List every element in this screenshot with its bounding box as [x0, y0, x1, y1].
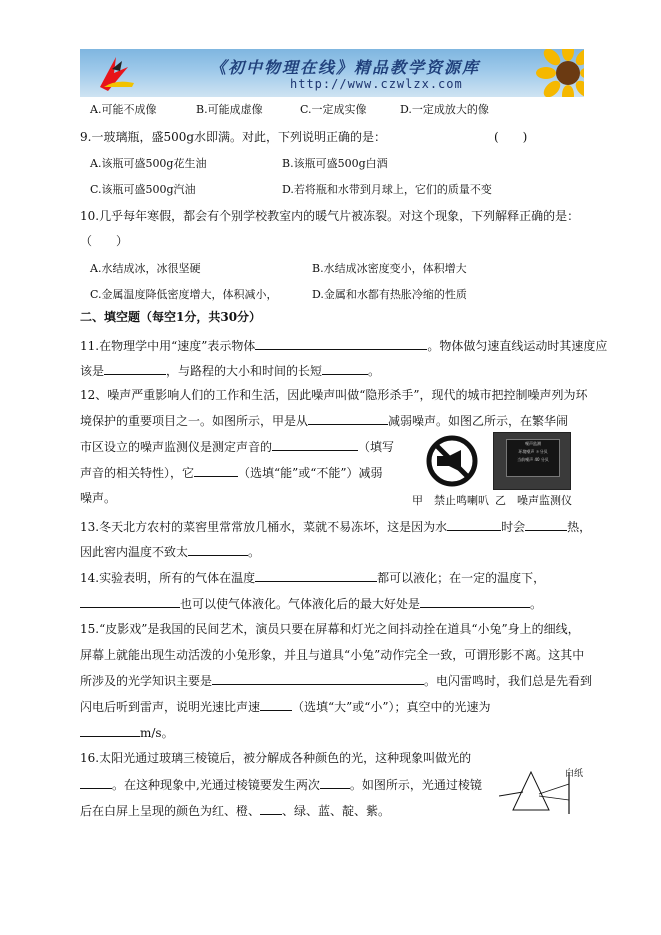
header-banner — [80, 49, 584, 97]
answer-blank — [322, 361, 368, 375]
q15-text: 。电闪雷鸣时，我们总是先看到 — [424, 674, 593, 688]
q10-option-b: B.水结成冰密度变小，体积增大 — [312, 262, 467, 275]
answer-blank — [188, 542, 248, 556]
no-horn-sign-icon — [419, 434, 485, 488]
answer-blank — [272, 437, 358, 451]
answer-blank — [194, 463, 238, 477]
answer-blank — [420, 594, 530, 608]
q12-text: （选填“能”或“不能”）减弱 — [238, 466, 383, 480]
q9-option-b: B.该瓶可盛500g白酒 — [282, 157, 388, 170]
noise-monitor-image — [493, 432, 571, 490]
monitor-screen — [506, 439, 560, 477]
q11-text: 。物体做匀速直线运动时其速度应 — [427, 339, 608, 353]
q10-stem: 10.几乎每年寒假，都会有个别学校教室内的暖气片被冻裂。对这个现象，下列解释正确的是： — [80, 209, 580, 223]
q13-text: 。 — [248, 545, 261, 559]
q15-text: m/s。 — [140, 726, 174, 740]
q8-option-a: A.可能不成像 — [90, 103, 157, 116]
banner-url: http://www.czwlzx.com — [290, 77, 463, 91]
q11-line2 — [80, 361, 380, 380]
q16-line3 — [80, 801, 390, 820]
q13-line1 — [80, 517, 591, 536]
answer-blank — [260, 697, 292, 711]
answer-blank — [308, 411, 388, 425]
q12-line4 — [80, 463, 383, 482]
q11-text: 11.在物理学中用“速度”表示物体 — [80, 339, 256, 353]
q10-option-a: A.水结成冰，冰很坚硬 — [90, 262, 201, 275]
q13-line2 — [80, 542, 260, 561]
logo-icon — [94, 53, 138, 93]
banner-title: 《初中物理在线》精品教学资源库 — [210, 58, 481, 77]
q13-text: 热， — [567, 520, 592, 534]
monitor-text: 环境噪声 ＊分贝 — [518, 449, 548, 454]
q16-line2 — [80, 775, 482, 794]
q16-line1: 16.太阳光通过玻璃三棱镜后，被分解成各种颜色的光，这种现象叫做光的 — [80, 751, 472, 765]
q14-line1 — [80, 568, 545, 587]
answer-blank — [80, 594, 180, 608]
q12-text: 声音的相关特性），它 — [80, 466, 195, 480]
q14-text: 14.实验表明，所有的气体在温度 — [80, 571, 256, 585]
answer-blank — [255, 336, 427, 350]
q12-line2 — [80, 411, 568, 430]
q9-option-a: A.该瓶可盛500g花生油 — [90, 157, 207, 170]
q14-text: 。 — [530, 597, 543, 611]
q9-option-d: D.若将瓶和水带到月球上，它们的质量不变 — [282, 183, 492, 196]
q13-text: 因此窖内温度不致太 — [80, 545, 189, 559]
prism-screen-label: 白纸 — [565, 769, 584, 779]
q12-line3 — [80, 437, 394, 456]
q15-line4 — [80, 697, 491, 716]
q15-line5 — [80, 723, 174, 742]
answer-blank — [525, 517, 567, 531]
answer-blank — [80, 775, 112, 789]
q16-text: 。如图所示，光通过棱镜 — [349, 778, 482, 792]
q8-option-c: C.一定成实像 — [300, 103, 367, 116]
q10-option-c: C.金属温度降低密度增大，体积减小， — [90, 288, 278, 301]
q14-text: 也可以使气体液化。气体液化后的最大好处是 — [180, 597, 421, 611]
q15-line3 — [80, 671, 592, 690]
q11-text: 该是 — [80, 364, 105, 378]
monitor-text: 噪声监测 — [525, 441, 541, 446]
q9-answer-paren: ( ) — [494, 130, 528, 144]
q10-answer-paren: （ ） — [80, 234, 129, 248]
q12-text: 境保护的重要项目之一。如图所示，甲是从 — [80, 414, 309, 428]
q8-option-b: B.可能成虚像 — [196, 103, 263, 116]
q12-text: （填写 — [358, 440, 395, 454]
q16-text: 。在这种现象中,光通过棱镜要发生两次 — [112, 778, 320, 792]
answer-blank — [320, 775, 350, 789]
answer-blank — [255, 568, 377, 582]
answer-blank — [260, 801, 282, 815]
q15-text: （选填“大”或“小”）；真空中的光速为 — [292, 700, 491, 714]
q12-line1: 12、噪声严重影响人们的工作和生活，因此噪声叫做“隐形杀手”，现代的城市把控制噪声列为环 — [80, 388, 588, 402]
q9-option-c: C.该瓶可盛500g汽油 — [90, 183, 196, 196]
q10-option-d: D.金属和水都有热胀冷缩的性质 — [312, 288, 467, 301]
q15-text: 闪电后听到雷声，说明光速比声速 — [80, 700, 261, 714]
q16-text: 、绿、蓝、靛、紫。 — [282, 804, 391, 818]
q12-text: 减弱噪声。如图乙所示，在繁华闹 — [388, 414, 569, 428]
q11-text: 。 — [368, 364, 381, 378]
figure-caption-yi: 乙 噪声监测仪 — [495, 494, 572, 507]
q15-line1: 15.“皮影戏”是我国的民间艺术，演员只要在屏幕和灯光之间抖动拴在道具“小兔”身上的细线， — [80, 622, 580, 636]
monitor-text: 当前噪声 40 分贝 — [517, 457, 549, 462]
q12-line5: 噪声。 — [80, 491, 117, 505]
answer-blank — [447, 517, 501, 531]
figure-caption-jia: 甲 禁止鸣喇叭 — [412, 494, 489, 507]
q12-text: 市区设立的噪声监测仪是测定声音的 — [80, 440, 273, 454]
q14-text: 都可以液化；在一定的温度下， — [377, 571, 546, 585]
q13-text: 13.冬天北方农村的菜窖里常常放几桶水，菜就不易冻坏，这是因为水 — [80, 520, 448, 534]
sunflower-icon — [528, 49, 584, 97]
q15-line2: 屏幕上就能出现生动活泼的小兔形象，并且与道具“小兔”动作完全一致，可谓形影不离。这其中 — [80, 648, 585, 662]
q8-option-d: D.一定成放大的像 — [400, 103, 489, 116]
answer-blank — [80, 723, 140, 737]
answer-blank — [212, 671, 424, 685]
q14-line2 — [80, 594, 542, 613]
q15-text: 所涉及的光学知识主要是 — [80, 674, 213, 688]
answer-blank — [104, 361, 166, 375]
q13-text: 时会 — [501, 520, 526, 534]
q9-stem: 9.一玻璃瓶，盛500g水即满。对此，下列说明正确的是： — [80, 130, 387, 144]
section-heading: 二、填空题（每空1分，共30分） — [80, 310, 262, 324]
q11-line1 — [80, 336, 607, 355]
q11-text: ，与路程的大小和时间的长短 — [166, 364, 323, 378]
q16-text: 后在白屏上呈现的颜色为红、橙、 — [80, 804, 261, 818]
